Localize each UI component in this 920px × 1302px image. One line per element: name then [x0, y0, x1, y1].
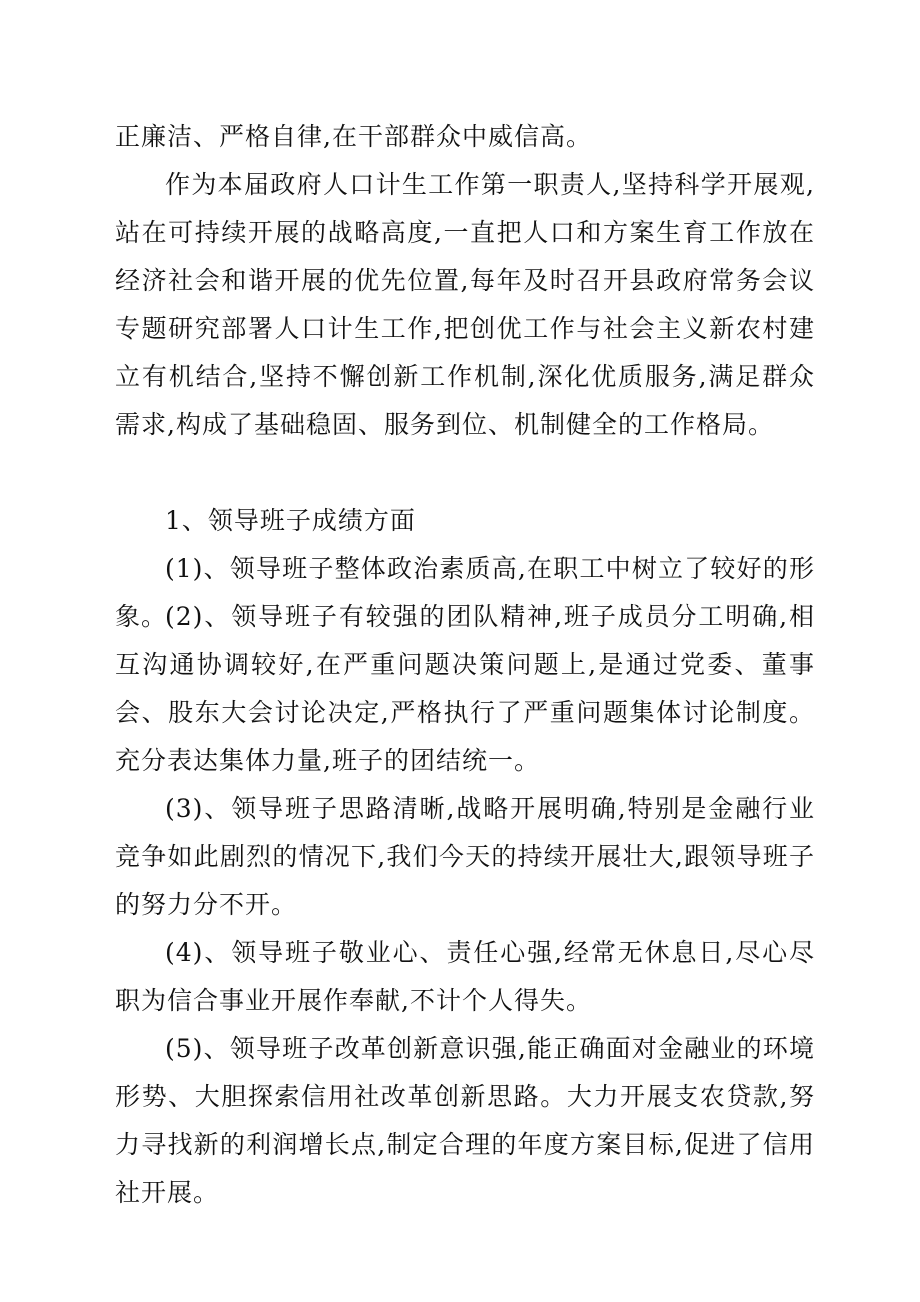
- paragraph-responsibility: 作为本届政府人口计生工作第一职责人,坚持科学开展观,站在可持续开展的战略高度,一直把人口和方案生育工作放在经济社会和谐开展的优先位置,每年及时召开县政府常务会议专题研究部署人口计生工作,把创优工作与社会主义新农村建立有机结合,坚持不懈创新工作机制,深化优质服务,满足群众需求,构成了基础稳固、服务到位、机制健全的工作格局。: [115, 170, 815, 439]
- section-heading-leadership: 1、领导班子成绩方面: [165, 506, 416, 535]
- list-item-5: (5)、领导班子改革创新意识强,能正确面对金融业的环境形势、大胆探索信用社改革创新思路。大力开展支农贷款,努力寻找新的利润增长点,制定合理的年度方案目标,促进了信用社开展。: [115, 1034, 815, 1207]
- list-item-3: (3)、领导班子思路清晰,战略开展明确,特别是金融行业竞争如此剧烈的情况下,我们今天的持续开展壮大,跟领导班子的努力分不开。: [115, 794, 815, 919]
- list-item-2: (2)、领导班子有较强的团队精神,班子成员分工明确,相互沟通协调较好,在严重问题决策问题上,是通过党委、董事会、股东大会讨论决定,严格执行了严重问题集体讨论制度。充分表达集体力量,班子的团结统一。: [115, 602, 815, 775]
- list-item-4: (4)、领导班子敬业心、责任心强,经常无休息日,尽心尽职为信合事业开展作奉献,不计个人得失。: [115, 938, 815, 1015]
- paragraph-continuation: 正廉洁、严格自律,在干部群众中威信高。: [115, 122, 592, 151]
- list-item-1: (1)、领导班子整体政治素质高,在职工中树立了较好的形象。: [115, 554, 815, 631]
